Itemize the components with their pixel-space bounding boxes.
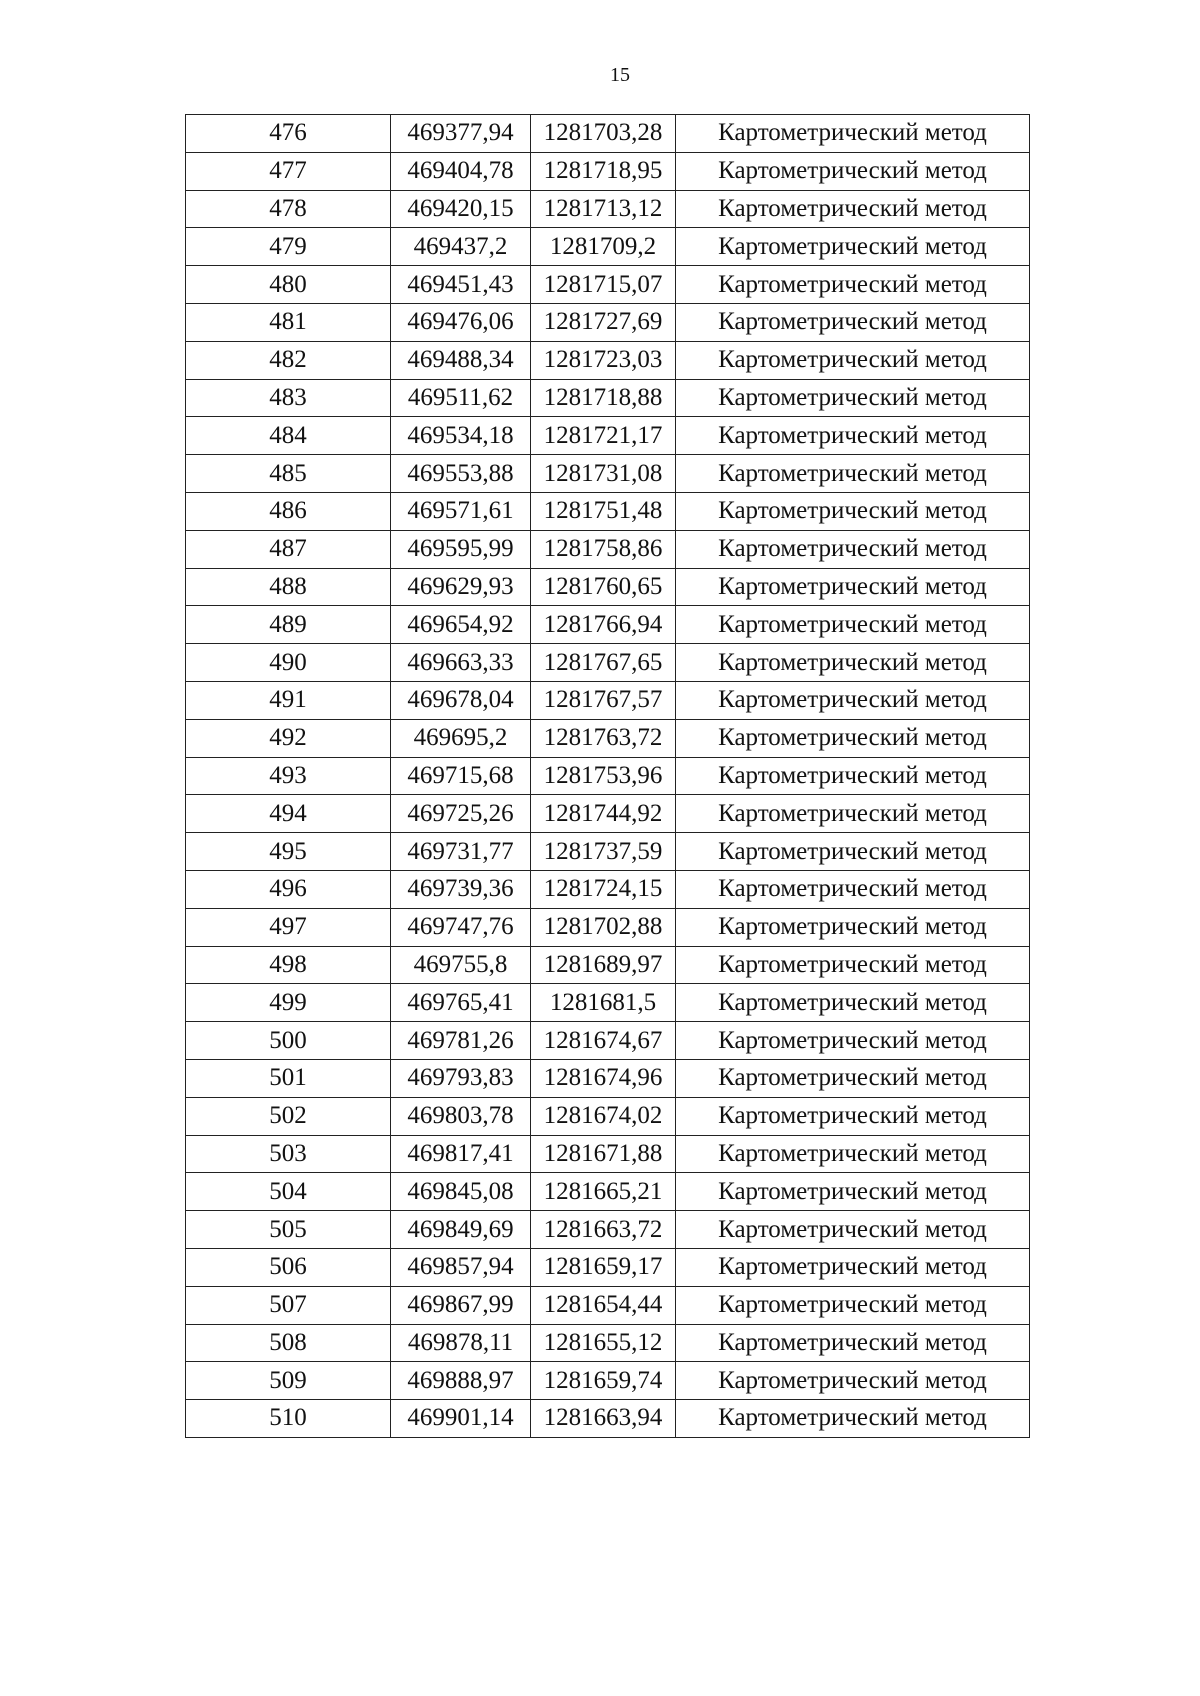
method-cell: Картометрический метод — [676, 606, 1030, 644]
x-coordinate-cell: 469571,61 — [391, 492, 531, 530]
table-row — [186, 984, 1030, 1022]
y-coordinate-cell: 1281659,74 — [531, 1362, 676, 1400]
point-number-cell: 504 — [186, 1173, 391, 1211]
table-row — [186, 341, 1030, 379]
point-number-cell: 481 — [186, 303, 391, 341]
x-coordinate-cell: 469849,69 — [391, 1211, 531, 1249]
y-coordinate-cell: 1281767,57 — [531, 681, 676, 719]
y-coordinate-cell: 1281723,03 — [531, 341, 676, 379]
table-row — [186, 455, 1030, 493]
point-number-cell: 487 — [186, 530, 391, 568]
table-row — [186, 152, 1030, 190]
table-row — [186, 833, 1030, 871]
y-coordinate-cell: 1281751,48 — [531, 492, 676, 530]
method-cell: Картометрический метод — [676, 1173, 1030, 1211]
x-coordinate-cell: 469476,06 — [391, 303, 531, 341]
x-coordinate-cell: 469888,97 — [391, 1362, 531, 1400]
x-coordinate-cell: 469857,94 — [391, 1248, 531, 1286]
method-cell: Картометрический метод — [676, 908, 1030, 946]
table-row — [186, 908, 1030, 946]
point-number-cell: 500 — [186, 1022, 391, 1060]
method-cell: Картометрический метод — [676, 946, 1030, 984]
x-coordinate-cell: 469803,78 — [391, 1097, 531, 1135]
point-number-cell: 509 — [186, 1362, 391, 1400]
y-coordinate-cell: 1281681,5 — [531, 984, 676, 1022]
point-number-cell: 483 — [186, 379, 391, 417]
y-coordinate-cell: 1281767,65 — [531, 644, 676, 682]
method-cell: Картометрический метод — [676, 568, 1030, 606]
y-coordinate-cell: 1281758,86 — [531, 530, 676, 568]
table-row — [186, 379, 1030, 417]
table-row — [186, 681, 1030, 719]
table-row — [186, 1059, 1030, 1097]
table-row — [186, 115, 1030, 153]
method-cell: Картометрический метод — [676, 870, 1030, 908]
method-cell: Картометрический метод — [676, 303, 1030, 341]
method-cell: Картометрический метод — [676, 1362, 1030, 1400]
x-coordinate-cell: 469845,08 — [391, 1173, 531, 1211]
table-row — [186, 1097, 1030, 1135]
y-coordinate-cell: 1281709,2 — [531, 228, 676, 266]
y-coordinate-cell: 1281727,69 — [531, 303, 676, 341]
method-cell: Картометрический метод — [676, 1248, 1030, 1286]
method-cell: Картометрический метод — [676, 1400, 1030, 1438]
point-number-cell: 495 — [186, 833, 391, 871]
point-number-cell: 478 — [186, 190, 391, 228]
x-coordinate-cell: 469901,14 — [391, 1400, 531, 1438]
table-row — [186, 1135, 1030, 1173]
table-row — [186, 946, 1030, 984]
method-cell: Картометрический метод — [676, 1097, 1030, 1135]
table-row — [186, 266, 1030, 304]
table-row — [186, 644, 1030, 682]
table-row — [186, 1022, 1030, 1060]
table-row — [186, 1248, 1030, 1286]
method-cell: Картометрический метод — [676, 492, 1030, 530]
point-number-cell: 492 — [186, 719, 391, 757]
point-number-cell: 479 — [186, 228, 391, 266]
point-number-cell: 497 — [186, 908, 391, 946]
point-number-cell: 480 — [186, 266, 391, 304]
point-number-cell: 486 — [186, 492, 391, 530]
x-coordinate-cell: 469747,76 — [391, 908, 531, 946]
method-cell: Картометрический метод — [676, 115, 1030, 153]
point-number-cell: 503 — [186, 1135, 391, 1173]
method-cell: Картометрический метод — [676, 152, 1030, 190]
point-number-cell: 501 — [186, 1059, 391, 1097]
y-coordinate-cell: 1281731,08 — [531, 455, 676, 493]
method-cell: Картометрический метод — [676, 1286, 1030, 1324]
point-number-cell: 493 — [186, 757, 391, 795]
x-coordinate-cell: 469878,11 — [391, 1324, 531, 1362]
x-coordinate-cell: 469678,04 — [391, 681, 531, 719]
y-coordinate-cell: 1281674,96 — [531, 1059, 676, 1097]
x-coordinate-cell: 469451,43 — [391, 266, 531, 304]
y-coordinate-cell: 1281674,67 — [531, 1022, 676, 1060]
point-number-cell: 491 — [186, 681, 391, 719]
y-coordinate-cell: 1281665,21 — [531, 1173, 676, 1211]
x-coordinate-cell: 469404,78 — [391, 152, 531, 190]
coordinates-table-body — [186, 115, 1030, 1438]
method-cell: Картометрический метод — [676, 644, 1030, 682]
table-row — [186, 1324, 1030, 1362]
method-cell: Картометрический метод — [676, 379, 1030, 417]
x-coordinate-cell: 469725,26 — [391, 795, 531, 833]
method-cell: Картометрический метод — [676, 190, 1030, 228]
method-cell: Картометрический метод — [676, 681, 1030, 719]
table-row — [186, 1211, 1030, 1249]
y-coordinate-cell: 1281654,44 — [531, 1286, 676, 1324]
x-coordinate-cell: 469715,68 — [391, 757, 531, 795]
method-cell: Картометрический метод — [676, 266, 1030, 304]
y-coordinate-cell: 1281663,72 — [531, 1211, 676, 1249]
y-coordinate-cell: 1281715,07 — [531, 266, 676, 304]
x-coordinate-cell: 469511,62 — [391, 379, 531, 417]
table-row — [186, 1173, 1030, 1211]
point-number-cell: 499 — [186, 984, 391, 1022]
x-coordinate-cell: 469867,99 — [391, 1286, 531, 1324]
table-row — [186, 190, 1030, 228]
x-coordinate-cell: 469731,77 — [391, 833, 531, 871]
method-cell: Картометрический метод — [676, 1059, 1030, 1097]
y-coordinate-cell: 1281744,92 — [531, 795, 676, 833]
table-row — [186, 795, 1030, 833]
x-coordinate-cell: 469817,41 — [391, 1135, 531, 1173]
x-coordinate-cell: 469437,2 — [391, 228, 531, 266]
x-coordinate-cell: 469765,41 — [391, 984, 531, 1022]
x-coordinate-cell: 469654,92 — [391, 606, 531, 644]
table-row — [186, 568, 1030, 606]
method-cell: Картометрический метод — [676, 795, 1030, 833]
point-number-cell: 510 — [186, 1400, 391, 1438]
point-number-cell: 494 — [186, 795, 391, 833]
method-cell: Картометрический метод — [676, 1022, 1030, 1060]
table-row — [186, 303, 1030, 341]
point-number-cell: 502 — [186, 1097, 391, 1135]
point-number-cell: 482 — [186, 341, 391, 379]
y-coordinate-cell: 1281753,96 — [531, 757, 676, 795]
y-coordinate-cell: 1281718,88 — [531, 379, 676, 417]
method-cell: Картометрический метод — [676, 228, 1030, 266]
method-cell: Картометрический метод — [676, 530, 1030, 568]
method-cell: Картометрический метод — [676, 1211, 1030, 1249]
table-row — [186, 417, 1030, 455]
point-number-cell: 507 — [186, 1286, 391, 1324]
point-number-cell: 485 — [186, 455, 391, 493]
x-coordinate-cell: 469755,8 — [391, 946, 531, 984]
table-row — [186, 530, 1030, 568]
table-row — [186, 757, 1030, 795]
point-number-cell: 489 — [186, 606, 391, 644]
method-cell: Картометрический метод — [676, 1324, 1030, 1362]
method-cell: Картометрический метод — [676, 833, 1030, 871]
point-number-cell: 476 — [186, 115, 391, 153]
y-coordinate-cell: 1281724,15 — [531, 870, 676, 908]
y-coordinate-cell: 1281760,65 — [531, 568, 676, 606]
y-coordinate-cell: 1281737,59 — [531, 833, 676, 871]
coordinates-table — [185, 114, 1030, 1438]
method-cell: Картометрический метод — [676, 455, 1030, 493]
x-coordinate-cell: 469793,83 — [391, 1059, 531, 1097]
y-coordinate-cell: 1281713,12 — [531, 190, 676, 228]
x-coordinate-cell: 469781,26 — [391, 1022, 531, 1060]
method-cell: Картометрический метод — [676, 984, 1030, 1022]
x-coordinate-cell: 469377,94 — [391, 115, 531, 153]
y-coordinate-cell: 1281659,17 — [531, 1248, 676, 1286]
method-cell: Картометрический метод — [676, 719, 1030, 757]
y-coordinate-cell: 1281702,88 — [531, 908, 676, 946]
y-coordinate-cell: 1281689,97 — [531, 946, 676, 984]
x-coordinate-cell: 469595,99 — [391, 530, 531, 568]
method-cell: Картометрический метод — [676, 1135, 1030, 1173]
table-row — [186, 719, 1030, 757]
table-row — [186, 228, 1030, 266]
method-cell: Картометрический метод — [676, 341, 1030, 379]
x-coordinate-cell: 469488,34 — [391, 341, 531, 379]
x-coordinate-cell: 469534,18 — [391, 417, 531, 455]
y-coordinate-cell: 1281766,94 — [531, 606, 676, 644]
point-number-cell: 488 — [186, 568, 391, 606]
x-coordinate-cell: 469420,15 — [391, 190, 531, 228]
y-coordinate-cell: 1281703,28 — [531, 115, 676, 153]
table-row — [186, 870, 1030, 908]
x-coordinate-cell: 469695,2 — [391, 719, 531, 757]
point-number-cell: 506 — [186, 1248, 391, 1286]
x-coordinate-cell: 469739,36 — [391, 870, 531, 908]
method-cell: Картометрический метод — [676, 417, 1030, 455]
x-coordinate-cell: 469663,33 — [391, 644, 531, 682]
point-number-cell: 496 — [186, 870, 391, 908]
point-number-cell: 477 — [186, 152, 391, 190]
y-coordinate-cell: 1281718,95 — [531, 152, 676, 190]
y-coordinate-cell: 1281663,94 — [531, 1400, 676, 1438]
y-coordinate-cell: 1281671,88 — [531, 1135, 676, 1173]
page-number: 15 — [610, 64, 630, 86]
point-number-cell: 505 — [186, 1211, 391, 1249]
point-number-cell: 484 — [186, 417, 391, 455]
table-row — [186, 492, 1030, 530]
y-coordinate-cell: 1281763,72 — [531, 719, 676, 757]
point-number-cell: 498 — [186, 946, 391, 984]
table-row — [186, 1362, 1030, 1400]
x-coordinate-cell: 469629,93 — [391, 568, 531, 606]
table-row — [186, 606, 1030, 644]
y-coordinate-cell: 1281721,17 — [531, 417, 676, 455]
point-number-cell: 508 — [186, 1324, 391, 1362]
point-number-cell: 490 — [186, 644, 391, 682]
table-row — [186, 1400, 1030, 1438]
y-coordinate-cell: 1281655,12 — [531, 1324, 676, 1362]
x-coordinate-cell: 469553,88 — [391, 455, 531, 493]
y-coordinate-cell: 1281674,02 — [531, 1097, 676, 1135]
method-cell: Картометрический метод — [676, 757, 1030, 795]
table-row — [186, 1286, 1030, 1324]
